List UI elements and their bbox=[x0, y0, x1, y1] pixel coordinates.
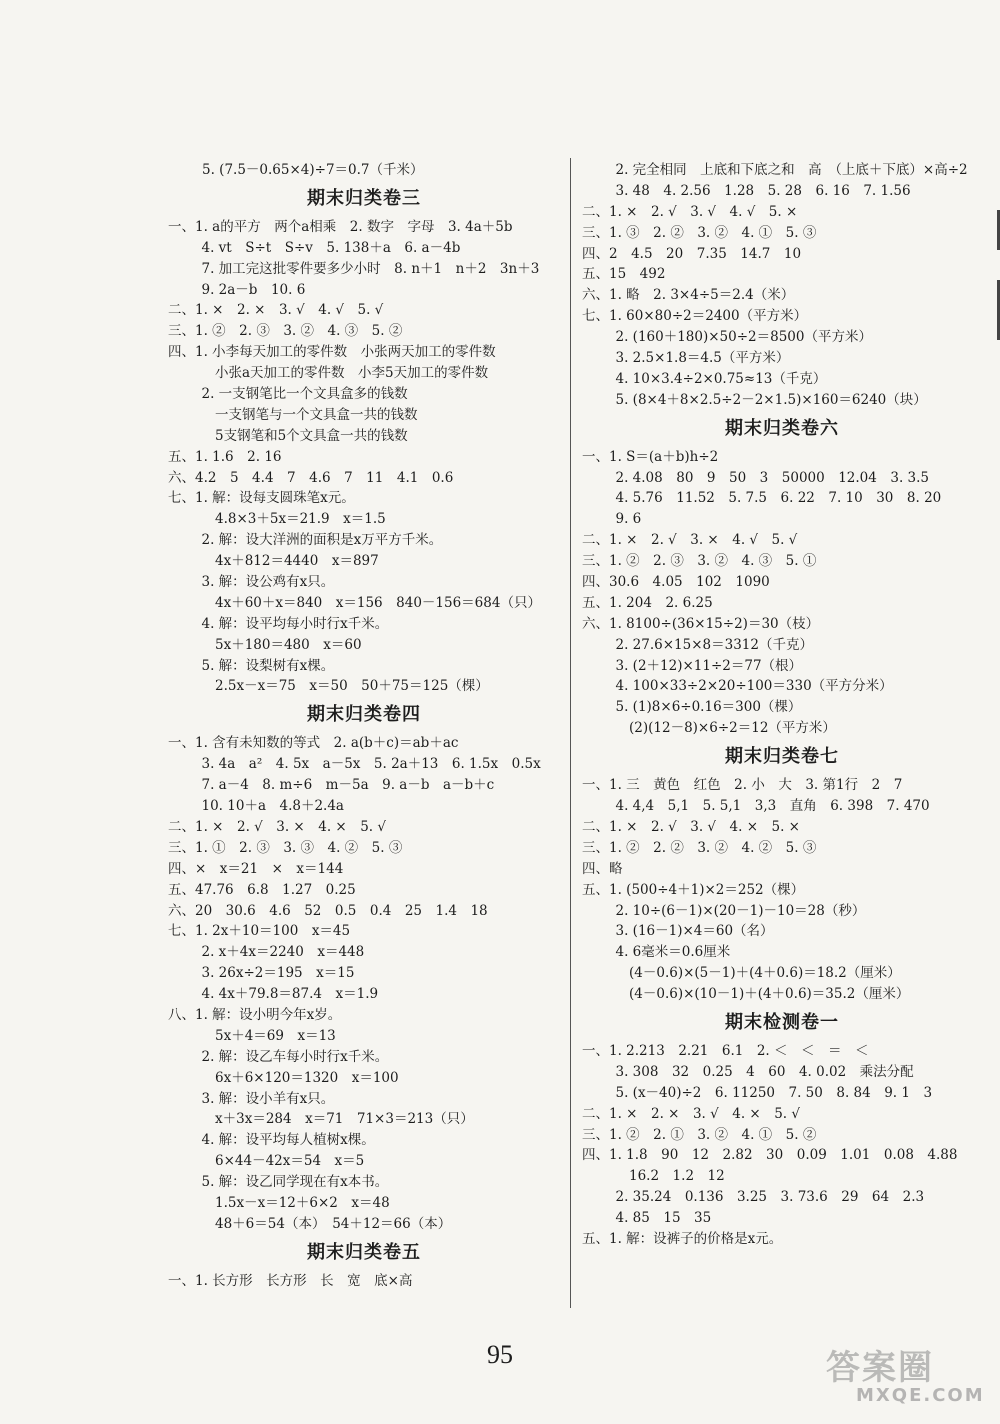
answer-line: 四、1. 1.8 90 12 2.82 30 0.09 1.01 0.08 4.88 bbox=[582, 1147, 958, 1164]
answer-line: 二、1. × 2. × 3. √ 4. √ 5. √ bbox=[168, 302, 384, 319]
answer-line: 3. 48 4. 2.56 1.28 5. 28 6. 16 7. 1.56 bbox=[602, 182, 911, 199]
answer-line: 48＋6＝54（本） 54＋12＝66（本） bbox=[188, 1215, 452, 1232]
answer-line: 五、47.76 6.8 1.27 0.25 bbox=[168, 881, 356, 898]
answer-line: 1.5x－x＝12＋6×2 x＝48 bbox=[188, 1194, 390, 1211]
page-number: 95 bbox=[487, 1340, 513, 1369]
watermark-logo bbox=[826, 1340, 986, 1420]
answer-line: 二、1. × 2. √ 3. × 4. √ 5. √ bbox=[582, 532, 798, 549]
answer-line: 一、1. 含有未知数的等式 2. a(b＋c)＝ab＋ac bbox=[168, 735, 459, 752]
answer-line: 5支钢笔和5个文具盒一共的钱数 bbox=[188, 427, 408, 444]
answer-line: 六、1. 8100÷(36×15÷2)＝30（枝） bbox=[582, 615, 820, 632]
answer-line: 4.8×3＋5x＝21.9 x＝1.5 bbox=[188, 511, 386, 528]
answer-line: 2. 一支钢笔比一个文具盒多的钱数 bbox=[188, 386, 408, 403]
answer-line: 4. 解：设平均每小时行x千米。 bbox=[188, 615, 389, 632]
answer-line: 三、1. ① 2. ③ 3. ③ 4. ② 5. ③ bbox=[168, 839, 403, 856]
answer-line: 4x＋60＋x＝840 x＝156 840－156＝684（只） bbox=[188, 594, 541, 611]
answer-line: 八、1. 解：设小明今年x岁。 bbox=[168, 1006, 342, 1023]
column-divider bbox=[570, 158, 571, 1308]
answer-line: 一、1. 2.213 2.21 6.1 2. ＜ ＜ ＝ ＜ bbox=[582, 1042, 869, 1059]
answer-line: 5. (1)8×6÷0.16＝300（棵） bbox=[602, 699, 802, 716]
answer-line: 三、1. ③ 2. ② 3. ② 4. ① 5. ③ bbox=[582, 224, 817, 241]
answer-line: 七、1. 解：设每支圆珠笔x元。 bbox=[168, 490, 355, 507]
answer-line: 四、30.6 4.05 102 1090 bbox=[582, 574, 770, 591]
answer-line: (4－0.6)×(10－1)＋(4＋0.6)＝35.2（厘米） bbox=[602, 986, 910, 1003]
section-title: 期末归类卷六 bbox=[725, 417, 839, 439]
answer-line: 2. x＋4x＝2240 x＝448 bbox=[188, 944, 365, 961]
section-title: 期末检测卷一 bbox=[725, 1011, 839, 1033]
answer-line: 2. 解：设乙车每小时行x千米。 bbox=[188, 1048, 389, 1065]
answer-line: 6×44－42x＝54 x＝5 bbox=[188, 1153, 365, 1170]
answer-line: 小张a天加工的零件数 小李5天加工的零件数 bbox=[188, 365, 489, 382]
answer-line: 六、4.2 5 4.4 7 4.6 7 11 4.1 0.6 bbox=[168, 469, 454, 486]
answer-line: 5. 解：设梨树有x棵。 bbox=[188, 657, 335, 674]
answer-line: 2. 10÷(6－1)×(20－1)－10＝28（秒） bbox=[602, 902, 866, 919]
answer-line: 3. 解：设小羊有x只。 bbox=[188, 1090, 335, 1107]
watermark-url: MXQE.COM bbox=[856, 1385, 985, 1406]
answer-line: 二、1. × 2. × 3. √ 4. × 5. √ bbox=[582, 1105, 800, 1122]
section-title: 期末归类卷五 bbox=[307, 1241, 421, 1263]
answer-line: 3. (2＋12)×11÷2＝77（根） bbox=[602, 657, 803, 674]
answer-line: 三、1. ② 2. ③ 3. ② 4. ③ 5. ② bbox=[168, 323, 403, 340]
answer-line: 二、1. × 2. √ 3. √ 4. √ 5. × bbox=[582, 203, 798, 220]
answer-line: 4. 6毫米＝0.6厘米 bbox=[602, 944, 731, 961]
answer-line: 4. vt S÷t S÷v 5. 138＋a 6. a－4b bbox=[188, 239, 461, 256]
answer-line: 5. (7.5－0.65×4)÷7＝0.7（千米） bbox=[202, 162, 424, 178]
answer-line: 五、1. 1.6 2. 16 bbox=[168, 448, 282, 465]
answer-line: 四、2 4.5 20 7.35 14.7 10 bbox=[582, 245, 802, 262]
answer-line: 五、1. 204 2. 6.25 bbox=[582, 594, 713, 611]
watermark-logo-text: 答案圈 bbox=[826, 1348, 934, 1388]
answer-line: 七、1. 60×80÷2＝2400（平方米） bbox=[582, 308, 808, 325]
answer-line: 5x＋4＝69 x＝13 bbox=[188, 1027, 336, 1044]
answer-line: 三、1. ② 2. ① 3. ② 4. ① 5. ② bbox=[582, 1126, 817, 1143]
answer-line: 四、略 bbox=[582, 860, 623, 877]
answer-line: 7. 加工完这批零件要多少小时 8. n＋1 n＋2 3n＋3 bbox=[188, 260, 540, 277]
answer-line: 三、1. ② 2. ② 3. ② 4. ② 5. ③ bbox=[582, 839, 817, 856]
answer-line: 五、15 492 bbox=[582, 266, 666, 283]
answer-line: 2. 4.08 80 9 50 3 50000 12.04 3. 3.5 bbox=[602, 469, 929, 486]
answer-line: 3. (16－1)×4＝60（名） bbox=[602, 923, 774, 940]
section-title: 期末归类卷七 bbox=[725, 746, 839, 768]
answer-line: 三、1. ② 2. ③ 3. ② 4. ③ 5. ① bbox=[582, 553, 817, 570]
right-column bbox=[582, 160, 982, 1250]
answer-line: 16.2 1.2 12 bbox=[602, 1168, 725, 1185]
answer-line: 6x＋6×120＝1320 x＝100 bbox=[188, 1069, 399, 1086]
answer-line: 9. 6 bbox=[602, 511, 642, 528]
answer-line: (4－0.6)×(5－1)＋(4＋0.6)＝18.2（厘米） bbox=[602, 965, 901, 982]
answer-line: 六、20 30.6 4.6 52 0.5 0.4 25 1.4 18 bbox=[168, 902, 488, 919]
answer-line: 五、1. (500÷4＋1)×2＝252（棵） bbox=[582, 881, 805, 898]
answer-line: 一支钢笔与一个文具盒一共的钱数 bbox=[188, 406, 418, 423]
answer-line: 5. 解：设乙同学现在有x本书。 bbox=[188, 1174, 389, 1191]
answer-line: 3. 解：设公鸡有x只。 bbox=[188, 574, 335, 591]
answer-line: 2. 完全相同 上底和下底之和 高 （上底＋下底）×高÷2 bbox=[602, 162, 968, 178]
answer-line: 一、1. S＝(a＋b)h÷2 bbox=[582, 448, 719, 465]
answer-line: 四、× x＝21 × x＝144 bbox=[168, 860, 344, 877]
answer-line: 3. 2.5×1.8＝4.5（平方米） bbox=[602, 350, 790, 367]
answer-line: 5. (x－40)÷2 6. 11250 7. 50 8. 84 9. 1 3 bbox=[602, 1084, 933, 1101]
answer-line: 3. 26x÷2＝195 x＝15 bbox=[188, 965, 355, 982]
answer-line: 4. 85 15 35 bbox=[602, 1210, 712, 1227]
section-title: 期末归类卷四 bbox=[307, 704, 421, 726]
answer-line: 一、1. 长方形 长方形 长 宽 底×高 bbox=[168, 1272, 413, 1289]
answer-line: 二、1. × 2. √ 3. √ 4. × 5. × bbox=[582, 818, 800, 835]
answer-line: 2. (160＋180)×50÷2＝8500（平方米） bbox=[602, 329, 872, 346]
answer-line: 4. 4,4 5,1 5. 5,1 3,3 直角 6. 398 7. 470 bbox=[602, 798, 930, 815]
section-title: 期末归类卷三 bbox=[307, 187, 421, 209]
answer-line: 4. 解：设平均每人植树x棵。 bbox=[188, 1132, 375, 1149]
answer-line: 4. 10×3.4÷2×0.75≈13（千克） bbox=[602, 370, 827, 387]
answer-line: 2. 解：设大洋洲的面积是x万平方千米。 bbox=[188, 532, 443, 549]
answer-line: 2. 27.6×15×8＝3312（千克） bbox=[602, 636, 813, 653]
answer-line: 4. 100×33÷2×20÷100＝330（平方分米） bbox=[602, 678, 893, 695]
answer-line: 2.5x－x＝75 x＝50 50＋75＝125（棵） bbox=[188, 678, 489, 695]
answer-line: (2)(12－8)×6÷2＝12（平方米） bbox=[602, 720, 836, 737]
answer-line: 二、1. × 2. √ 3. × 4. × 5. √ bbox=[168, 818, 386, 835]
answer-line: 7. a－4 8. m÷6 m－5a 9. a－b a－b＋c bbox=[188, 777, 495, 794]
answer-line: 10. 10＋a 4.8＋2.4a bbox=[188, 798, 344, 815]
answer-line: 一、1. 三 黄色 红色 2. 小 大 3. 第1行 2 7 bbox=[582, 777, 903, 794]
answer-line: 5x＋180＝480 x＝60 bbox=[188, 636, 362, 653]
answer-line: 3. 308 32 0.25 4 60 4. 0.02 乘法分配 bbox=[602, 1063, 914, 1080]
answer-line: 六、1. 略 2. 3×4÷5＝2.4（米） bbox=[582, 287, 795, 304]
answer-line: 五、1. 解：设裤子的价格是x元。 bbox=[582, 1230, 783, 1247]
answer-line: 4. 5.76 11.52 5. 7.5 6. 22 7. 10 30 8. 20 bbox=[602, 490, 942, 507]
answer-line: 5. (8×4＋8×2.5÷2－2×1.5)×160＝6240（块） bbox=[602, 391, 927, 408]
answer-line: 9. 2a－b 10. 6 bbox=[188, 281, 306, 298]
answer-line: 七、1. 2x＋10＝100 x＝45 bbox=[168, 923, 351, 940]
answer-line: 一、1. a的平方 两个a相乘 2. 数字 字母 3. 4a＋5b bbox=[168, 218, 513, 235]
answer-line: 4. 4x＋79.8＝87.4 x＝1.9 bbox=[188, 986, 379, 1003]
answer-line: 3. 4a a² 4. 5x a－5x 5. 2a＋13 6. 1.5x 0.5x bbox=[188, 756, 541, 773]
left-column bbox=[168, 160, 560, 1292]
answer-line: 四、1. 小李每天加工的零件数 小张两天加工的零件数 bbox=[168, 344, 496, 361]
answer-line: 4x＋812＝4440 x＝897 bbox=[188, 553, 379, 570]
answer-line: 2. 35.24 0.136 3.25 3. 73.6 29 64 2.3 bbox=[602, 1189, 925, 1206]
answer-line: x＋3x＝284 x＝71 71×3＝213（只） bbox=[188, 1111, 474, 1128]
